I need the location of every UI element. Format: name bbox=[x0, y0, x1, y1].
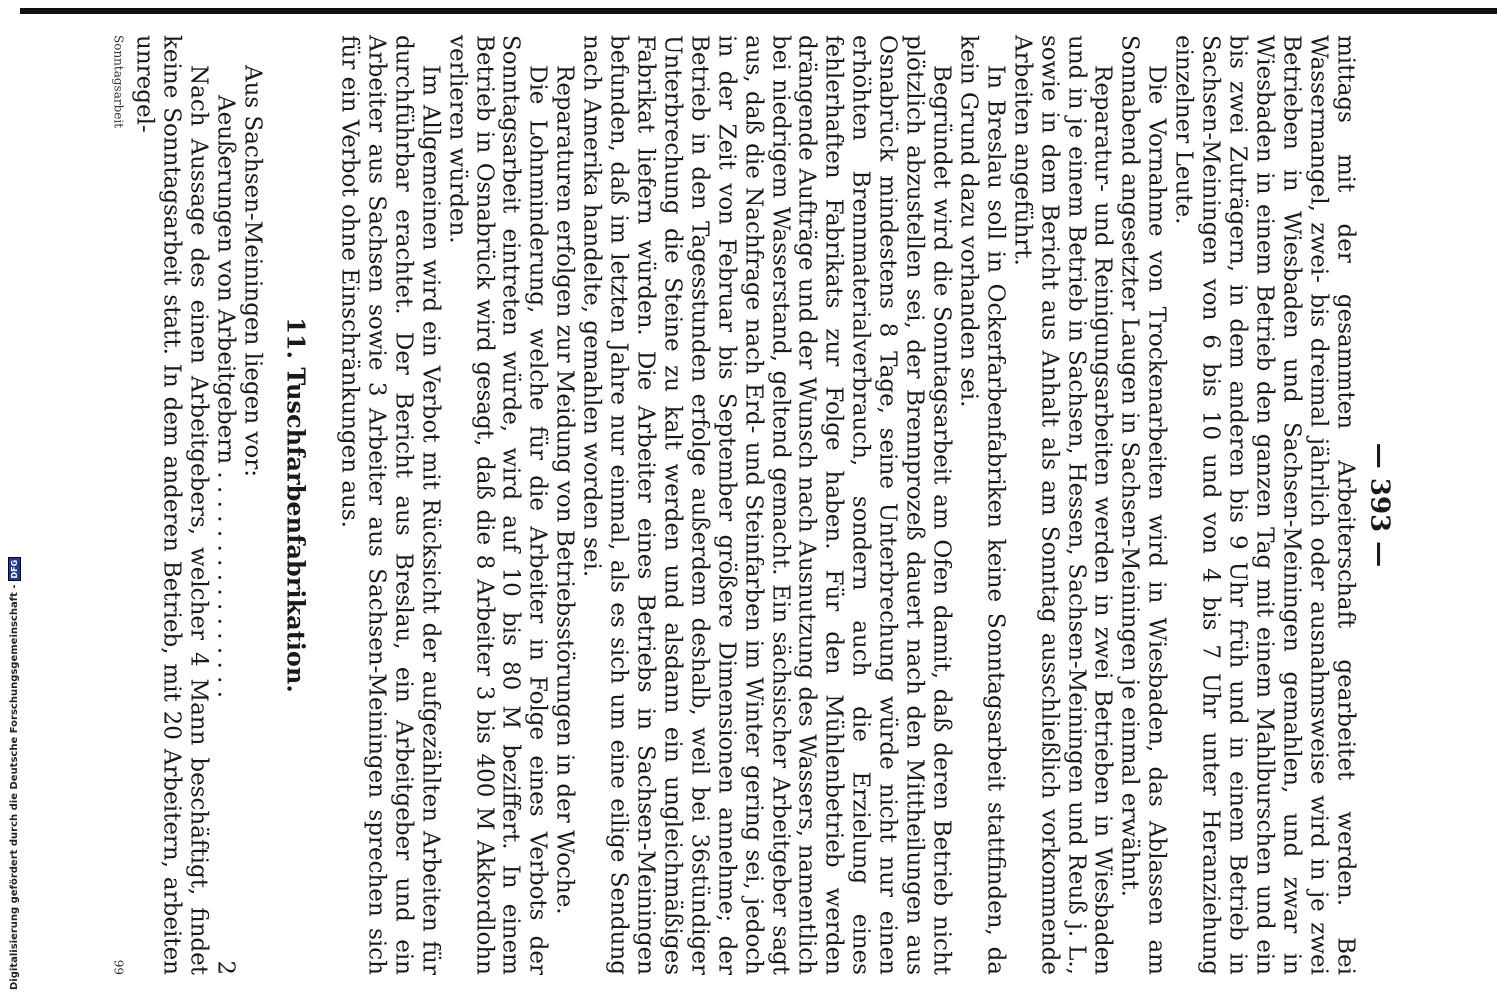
tally-value: 2 bbox=[212, 960, 239, 975]
digitization-credit-strip bbox=[0, 0, 20, 1000]
paragraph: Im Allgemeinen wird ein Verbot mit Rücksicht der aufgezählten Arbeiten für durchführbar erachtet. Der Bericht aus Breslau, ein Arbeitgeber und ein Arbeiter aus Sachsen sowie 3 Arbeiter aus Sachsen-Meiningen sprechen sich für ein Verbot ohne Einschränkungen aus. bbox=[336, 35, 444, 975]
paragraph: Aus Sachsen-Meiningen liegen vor: bbox=[239, 65, 266, 478]
credit-text: Digitalisierung gefördert durch die Deutsche Forschungsgemeinschaft - bbox=[9, 584, 20, 990]
footer-signature: Sonntagsarbeit bbox=[111, 35, 126, 129]
paragraph: Nach Aussage des einen Arbeitgebers, welcher 4 Mann beschäftigt, findet keine Sonntagsarbeit statt. In dem anderen Betrieb, mit 20 Arbeitern, arbeiten unregel- bbox=[131, 35, 212, 975]
digitization-credit bbox=[8, 557, 21, 990]
page-footer bbox=[111, 35, 125, 975]
paragraph: Die Vornahme von Trockenarbeiten wird in Wiesbaden, das Ablassen am Sonnabend angesetzter Laugen in Sachsen-Meiningen je einmal erwähnt. bbox=[1116, 35, 1170, 975]
paragraph: Reparaturen erfolgen zur Meidung von Betriebsstörungen in der Woche. bbox=[551, 65, 578, 915]
footer-sheet-number: 99 bbox=[111, 959, 126, 975]
paragraph: Reparatur- und Reinigungsarbeiten werden in zwei Betrieben in Wiesbaden und in je einem Betrieb in Sachsen, Hessen, Sachsen-Meiningen und Reuß j. L., sowie in dem Bericht aus Anhalt als am Sonntag ausschließlich vorkommende Arbeiten angeführt. bbox=[1009, 35, 1116, 975]
dfg-logo-icon: DFG bbox=[8, 557, 21, 582]
page-number: — 393 — bbox=[1364, 442, 1395, 568]
tally-row bbox=[212, 35, 239, 975]
paragraph: mittags mit der gesammten Arbeiterschaft gearbeitet werden. Bei Wassermangel, zwei- bis dreimal jährlich oder ausnahmsweise wird in je zwei Betrieben in Wiesbaden und Sachsen-Meiningen gemahlen, und zwar in Wiesbaden in einem Betrieb den ganzen Tag mit einem Mahlburschen und ein bis zwei Zuträgern, in dem anderen bis 9 Uhr früh und in einem Betrieb in Sachsen-Meiningen von 6 bis 10 und von 4 bis 7 Uhr unter Heranziehung einzelner Leute. bbox=[1170, 35, 1359, 975]
paragraph: In Breslau soll in Ockerfarbenfabriken keine Sonntagsarbeit stattfinden, da kein Grund dazu vorhanden sei. bbox=[955, 35, 1009, 975]
paragraph: Die Lohnminderung, welche für die Arbeiter in Folge eines Verbots der Sonntagsarbeit eintreten würde, wird auf 10 bis 80 M beziffert. In einem Betrieb in Osnabrück wird gesagt, daß die 8 Arbeiter 3 bis 400 M Akkordlohn verlieren würden. bbox=[444, 35, 551, 975]
paragraph: Begründet wird die Sonntagsarbeit am Ofen damit, daß deren Betrieb nicht plötzlich abzustellen sei, der Brennprozeß dauert nach den Mittheilungen aus Osnabrück mindestens 8 Tage, seine Unterbrechung würde nicht nur einen erhöhten Brennmaterialverbrauch, sondern auch die Erzielung eines fehlerhaften Fabrikats zur Folge haben. Für den Mühlenbetrieb werden drängende Aufträge und der Wunsch nach Ausnutzung des Wassers, namentlich bei niedrigem Wasserstand, geltend gemacht. Ein sächsischer Arbeitgeber sagt aus, daß die Nachfrage nach Erd- und Steinfarben im Winter gering sei, jedoch in der Zeit von Februar bis September größere Dimensionen annehme; der Betrieb in den Tagesstunden erfolge außerdem deshalb, weil bei 36stündiger Unterbrechung die Steine zu kalt werden und alsdann ein ungleichmäßiges Fabrikat liefern würden. Die Arbeiter eines Betriebs in Sachsen-Meiningen befunden, daß im letzten Jahre nur einmal, als es sich um eine eilige Sendung nach Amerika handelte, gemahlen worden sei. bbox=[578, 35, 955, 975]
section-heading: 11. Tuschfarbenfabrikation. bbox=[281, 317, 311, 693]
tally-label: Aeußerungen von Arbeitgebern . . . . . . . . . . . . . . . . bbox=[212, 95, 239, 699]
scanned-page bbox=[111, 5, 1403, 1000]
